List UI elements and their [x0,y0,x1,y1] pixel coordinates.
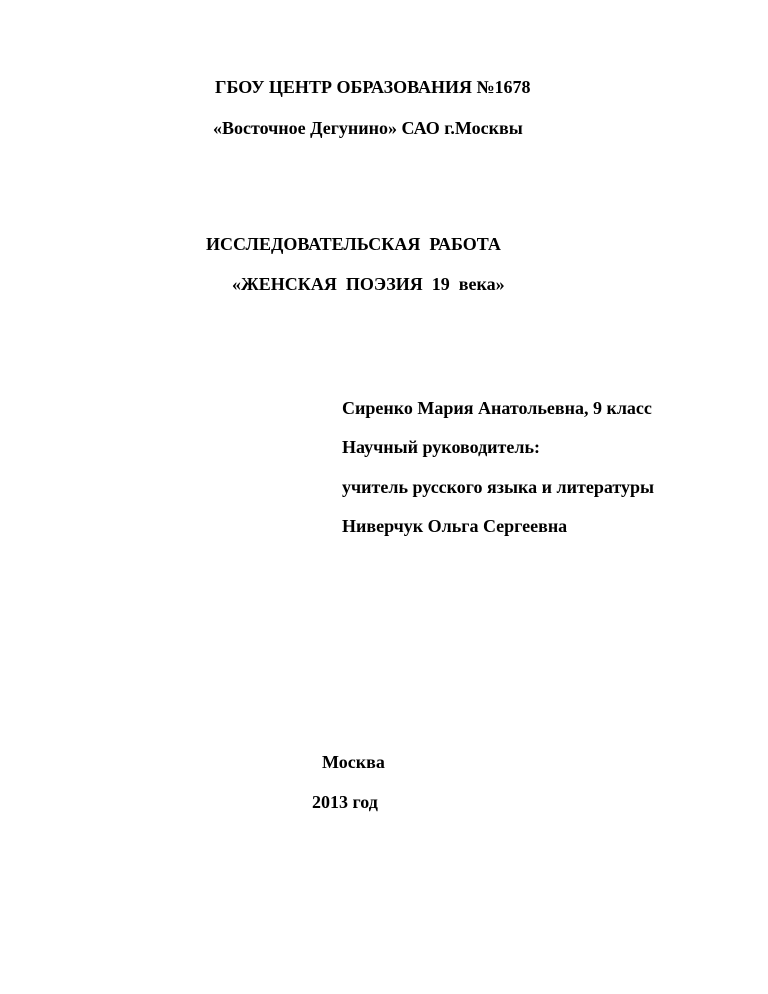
organization-name: ГБОУ ЦЕНТР ОБРАЗОВАНИЯ №1678 [215,77,531,97]
city: Москва [322,752,385,772]
work-topic-title: «ЖЕНСКАЯ ПОЭЗИЯ 19 века» [232,274,505,294]
supervisor-name: Ниверчук Ольга Сергеевна [342,516,568,536]
supervisor-position: учитель русского языка и литературы [342,477,655,497]
student-name: Сиренко Мария Анатольевна, 9 класс [342,398,652,418]
organization-district: «Восточное Дегунино» САО г.Москвы [213,118,523,138]
work-type-heading: ИССЛЕДОВАТЕЛЬСКАЯ РАБОТА [206,234,501,254]
year: 2013 год [312,792,378,812]
supervisor-label: Научный руководитель: [342,437,540,457]
